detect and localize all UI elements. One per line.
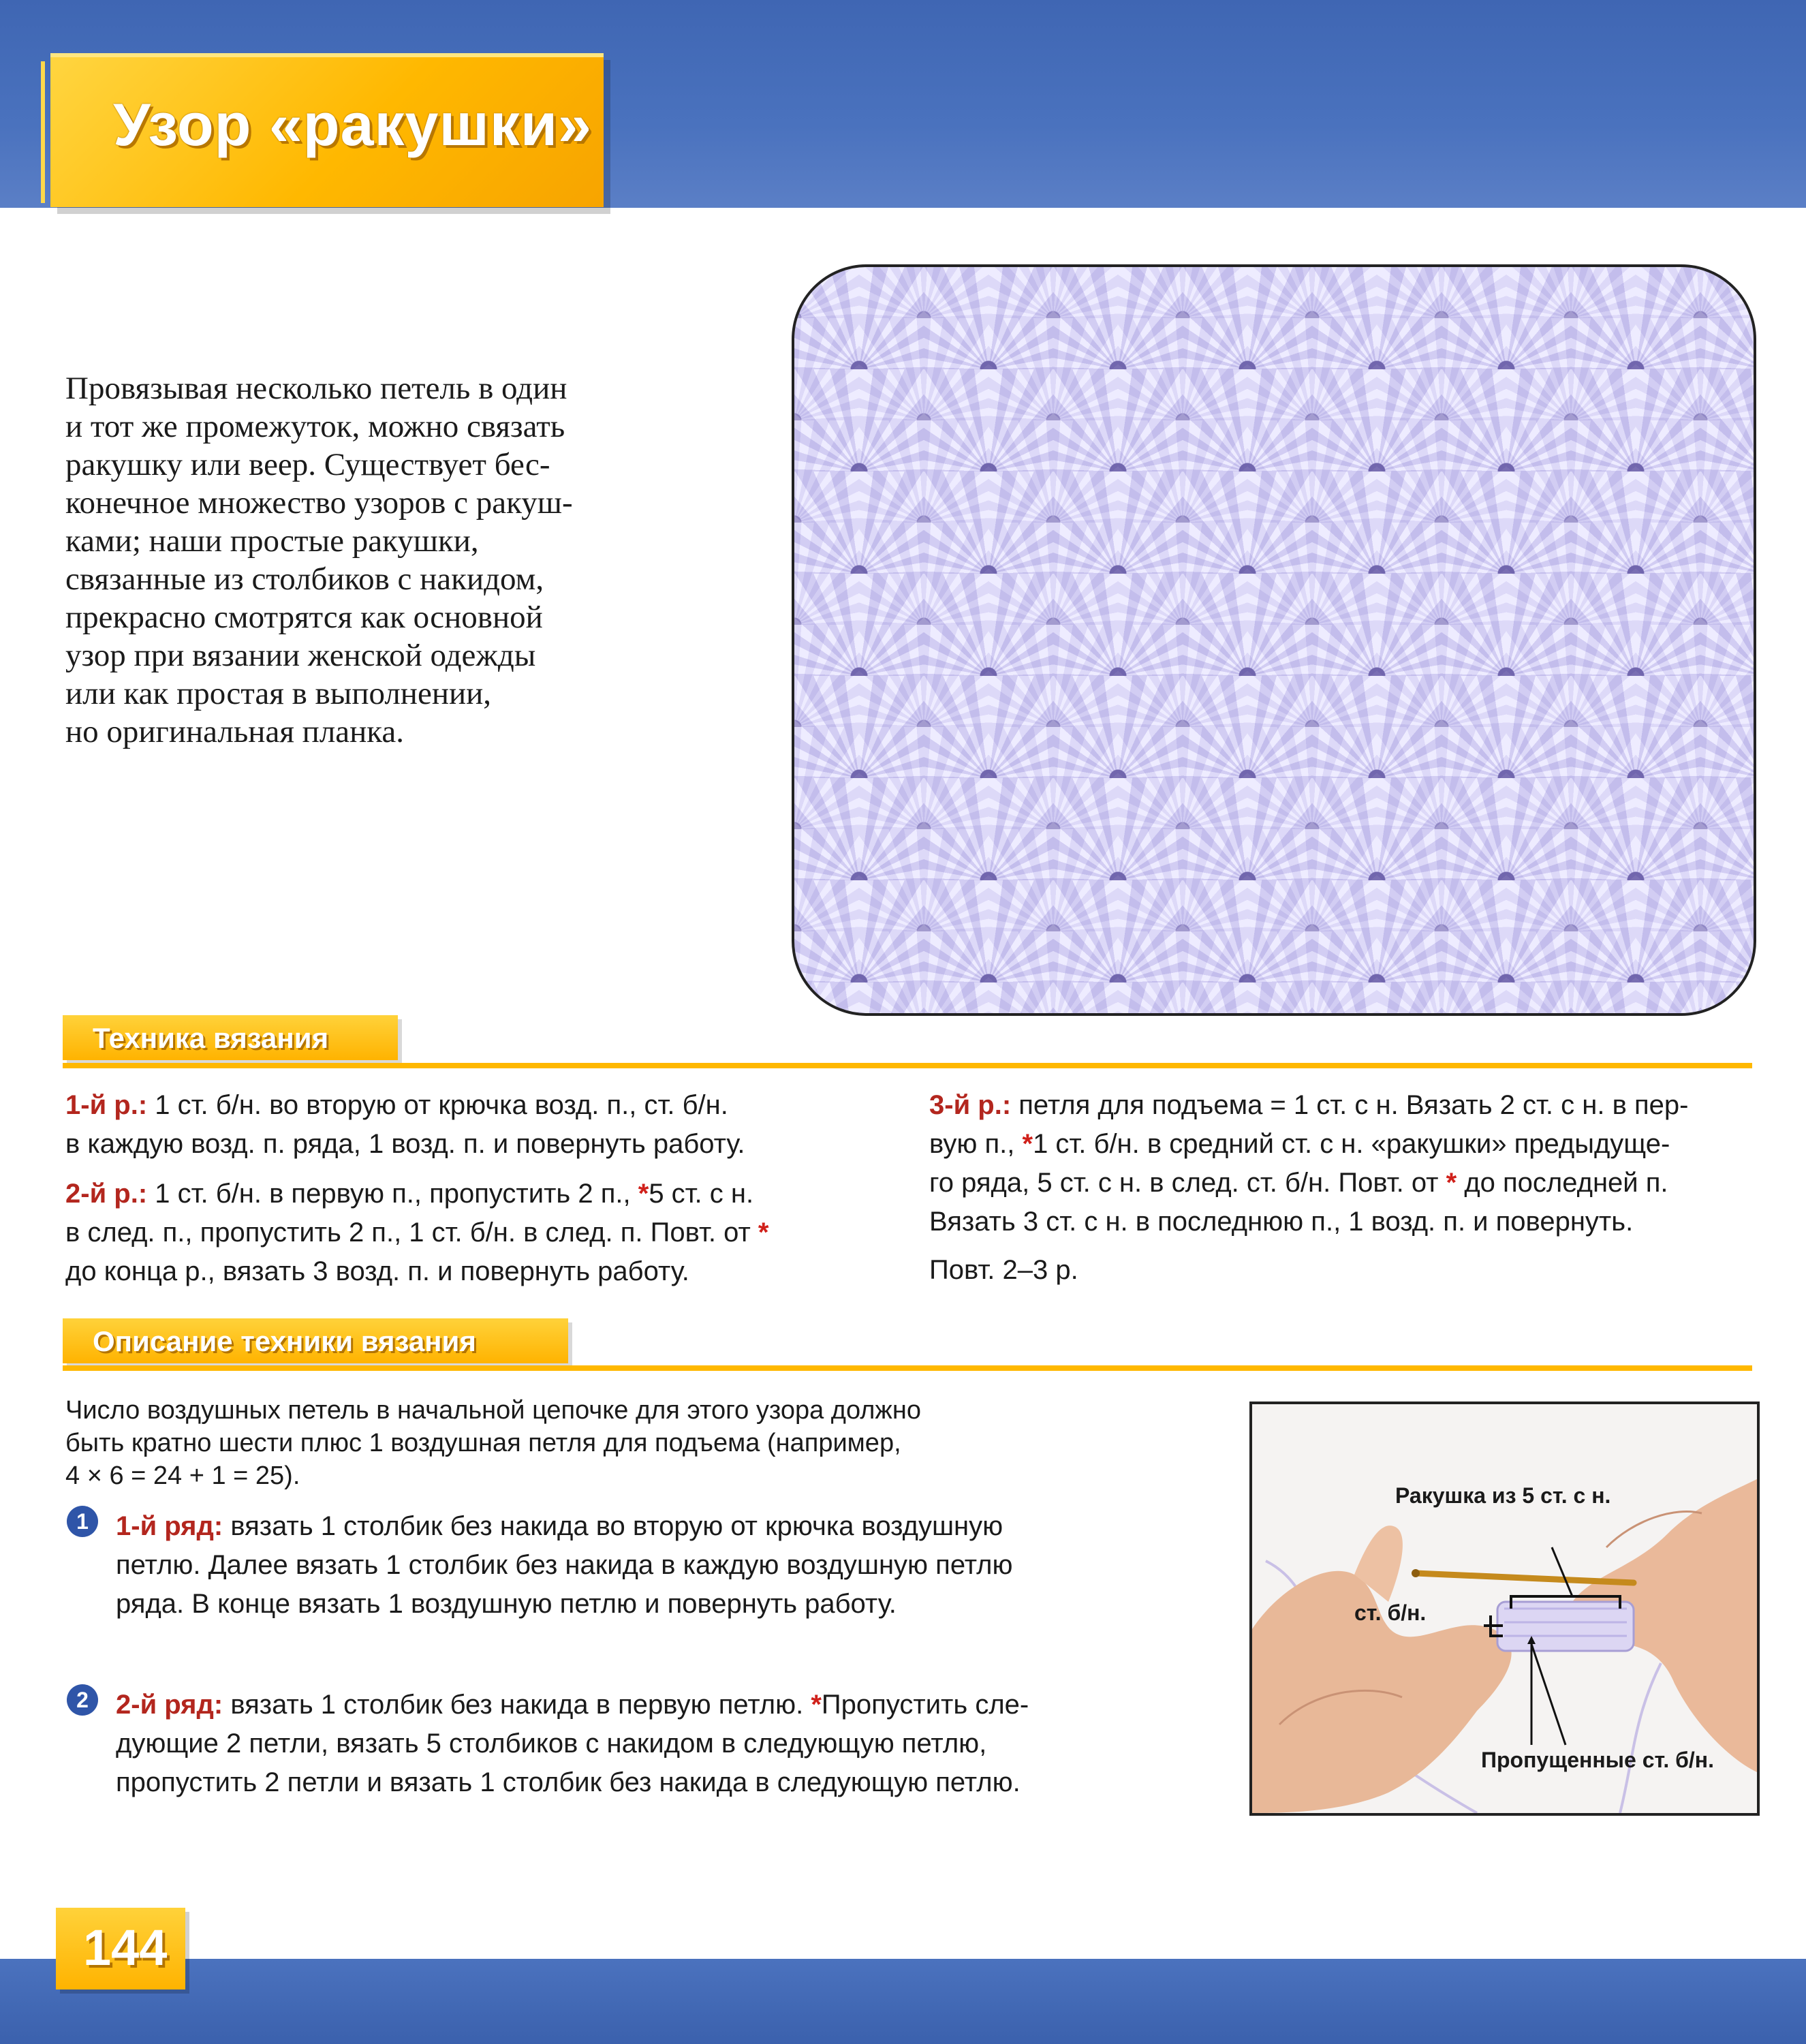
technique-row1: 1-й р.: 1 ст. б/н. во вторую от крючка возд. п., ст. б/н. в каждую возд. п. ряда, 1 возд. п. и повернуть работу. bbox=[65, 1090, 745, 1159]
row3-label: 3-й р.: bbox=[929, 1090, 1012, 1120]
description-divider bbox=[63, 1365, 1752, 1371]
intro-line: и тот же промежуток, можно связать bbox=[65, 409, 565, 444]
row1-label: 1-й р.: bbox=[65, 1090, 148, 1120]
description-intro: Число воздушных петель в начальной цепочке для этого узора должно быть кратно шести плюс 1 воздушная петля для подъема (например, 4 × 6 = 24 + 1 = 25). bbox=[65, 1396, 921, 1490]
technique-heading: Техника вязания bbox=[93, 1022, 329, 1054]
step-number-badge: 2 bbox=[67, 1684, 98, 1716]
intro-line: ками; наши простые ракушки, bbox=[65, 523, 479, 559]
intro-line: или как простая в выполнении, bbox=[65, 676, 492, 711]
bottom-blue-band bbox=[0, 1959, 1806, 2044]
crochet-swatch-photo bbox=[792, 264, 1756, 1016]
repeat-star: * bbox=[811, 1690, 822, 1720]
step-number-badge: 1 bbox=[67, 1506, 98, 1537]
repeat-star: * bbox=[638, 1179, 649, 1209]
description-heading-tab bbox=[63, 1318, 568, 1363]
description-step1: 1-й ряд: вязать 1 столбик без накида во вторую от крючка воздушную петлю. Далее вязать 1 столбик без накида в каждую воздушную петлю ряда. В конце вязать 1 воздушную петлю и повернуть работу. bbox=[116, 1511, 1013, 1619]
step2-label: 2-й ряд: bbox=[116, 1690, 223, 1720]
technique-divider bbox=[63, 1063, 1752, 1068]
repeat-star: * bbox=[1022, 1129, 1033, 1159]
skipped-stitches-label: Пропущенные ст. б/н. bbox=[1481, 1748, 1714, 1772]
technique-repeat: Повт. 2–3 р. bbox=[929, 1255, 1078, 1285]
intro-line: связанные из столбиков с накидом, bbox=[65, 561, 544, 597]
intro-line: ракушку или веер. Существует бес- bbox=[65, 447, 550, 482]
technique-heading-tab bbox=[63, 1015, 398, 1060]
intro-line: конечное множество узоров с ракуш- bbox=[65, 485, 573, 521]
intro-line: узор при вязании женской одежды bbox=[65, 638, 536, 673]
intro-line: Провязывая несколько петель в один bbox=[65, 371, 567, 406]
title-banner bbox=[50, 53, 604, 207]
page-number: 144 bbox=[83, 1919, 168, 1976]
description-step2: 2-й ряд: вязать 1 столбик без накида в первую петлю. *Пропустить сле- дующие 2 петли, вязать 5 столбиков с накидом в следующую петлю, пропустить 2 петли и вязать 1 столбик без накида в следующую петлю. bbox=[116, 1690, 1029, 1797]
technique-row2: 2-й р.: 1 ст. б/н. в первую п., пропустить 2 п., *5 ст. с н. в след. п., пропустить 2 п., 1 ст. б/н. в след. п. Повт. от * до конца р., вязать 3 возд. п. и повернуть работу. bbox=[65, 1179, 769, 1286]
single-crochet-label: ст. б/н. bbox=[1354, 1600, 1427, 1625]
page-title: Узор «ракушки» bbox=[113, 91, 592, 158]
repeat-star: * bbox=[1446, 1168, 1457, 1198]
intro-paragraph bbox=[65, 369, 774, 751]
description-heading: Описание техники вязания bbox=[93, 1325, 476, 1357]
page-number-tab bbox=[56, 1908, 185, 1989]
step1-label: 1-й ряд: bbox=[116, 1511, 223, 1541]
row2-label: 2-й р.: bbox=[65, 1179, 148, 1209]
hands-hook-photo bbox=[1249, 1402, 1760, 1816]
intro-line: но оригинальная планка. bbox=[65, 714, 405, 749]
technique-row3: 3-й р.: петля для подъема = 1 ст. с н. Вязать 2 ст. с н. в пер- вую п., *1 ст. б/н. в средний ст. с н. «ракушки» предыдуще- го ряда, 5 ст. с н. в след. ст. б/н. Повт. от * до последней п. Вязать 3 ст. с н. в последнюю п., 1 возд. п. и повернуть. bbox=[929, 1090, 1689, 1237]
shell-label: Ракушка из 5 ст. с н. bbox=[1395, 1483, 1611, 1508]
intro-line: прекрасно смотрятся как основной bbox=[65, 600, 543, 635]
repeat-star: * bbox=[758, 1218, 769, 1248]
